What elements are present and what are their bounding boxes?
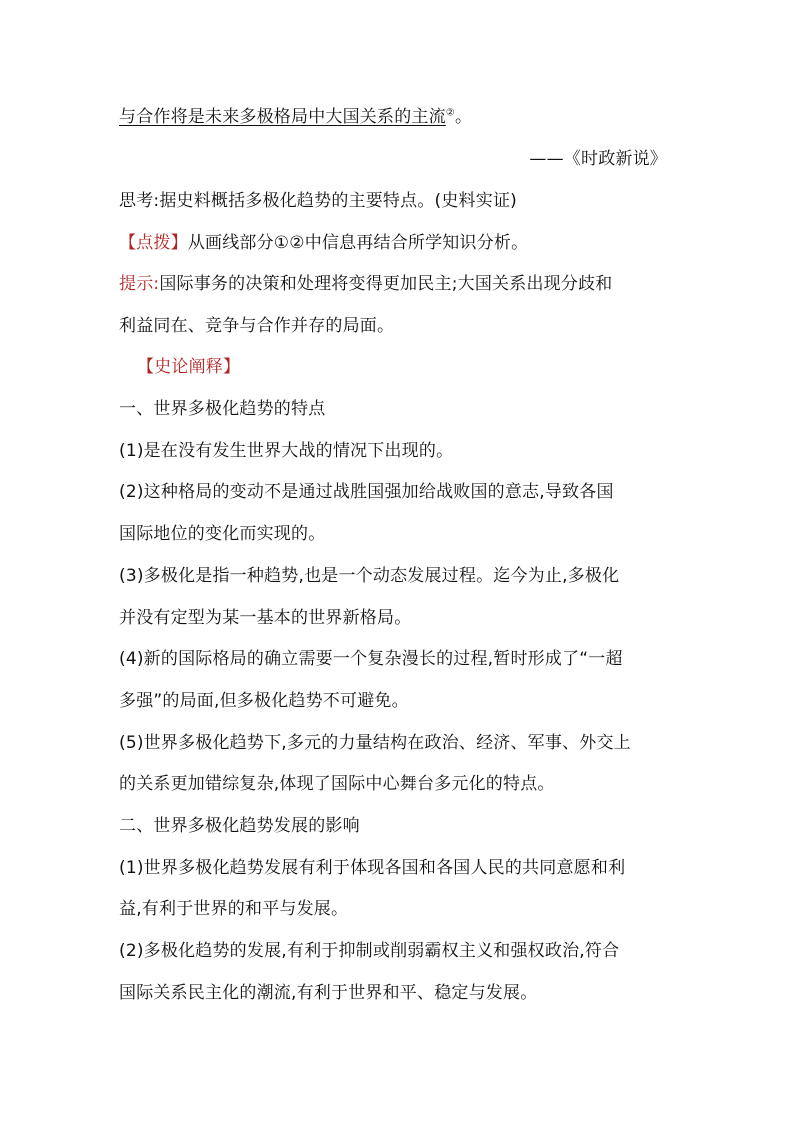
tip-text: 从画线部分①②中信息再结合所学知识分析。 bbox=[187, 233, 529, 253]
part1-line: (1)是在没有发生世界大战的情况下出现的。 bbox=[119, 441, 454, 461]
hint-line bbox=[119, 274, 679, 294]
part2-heading: 二、世界多极化趋势发展的影响 bbox=[119, 816, 360, 836]
part2-line: (2)多极化趋势的发展,有利于抑制或削弱霸权主义和强权政治,符合 bbox=[119, 941, 620, 961]
hint-text-continued: 利益同在、竞争与合作并存的局面。 bbox=[119, 316, 395, 336]
part2-line: (1)世界多极化趋势发展有利于体现各国和各国人民的共同意愿和利 bbox=[119, 858, 626, 878]
part1-line: (5)世界多极化趋势下,多元的力量结构在政治、经济、军事、外交上 bbox=[119, 733, 631, 753]
think-question: 思考:据史料概括多极化趋势的主要特点。(史料实证) bbox=[119, 191, 517, 211]
hint-text: 国际事务的决策和处理将变得更加民主;大国关系出现分歧和 bbox=[159, 274, 613, 294]
tip-label: 【点拨】 bbox=[119, 233, 188, 253]
tip-line bbox=[119, 233, 679, 253]
quote-source: ——《时政新说》 bbox=[529, 149, 667, 169]
part1-line: 国际地位的变化而实现的。 bbox=[119, 524, 326, 544]
part1-line: (3)多极化是指一种趋势,也是一个动态发展过程。迄今为止,多极化 bbox=[119, 566, 620, 586]
quote-end-punct: 。 bbox=[454, 107, 473, 127]
part1-line: 多强”的局面,但多极化趋势不可避免。 bbox=[119, 691, 409, 711]
part1-line: 并没有定型为某一基本的世界新格局。 bbox=[119, 608, 412, 628]
part2-line: 国际关系民主化的潮流,有利于世界和平、稳定与发展。 bbox=[119, 983, 538, 1003]
footnote-marker: ② bbox=[445, 107, 455, 119]
part1-line: 的关系更加错综复杂,体现了国际中心舞台多元化的特点。 bbox=[119, 774, 555, 794]
hint-label: 提示: bbox=[119, 274, 160, 294]
section-label: 【史论阐释】 bbox=[137, 357, 241, 377]
part1-line: (2)这种格局的变动不是通过战胜国强加给战败国的意志,导致各国 bbox=[119, 482, 614, 502]
part1-heading: 一、世界多极化趋势的特点 bbox=[119, 399, 326, 419]
quote-underlined-text: 与合作将是未来多极格局中大国关系的主流 bbox=[119, 107, 446, 127]
part1-line: (4)新的国际格局的确立需要一个复杂漫长的过程,暂时形成了“一超 bbox=[119, 649, 623, 669]
quote-line bbox=[119, 107, 679, 127]
part2-line: 益,有利于世界的和平与发展。 bbox=[119, 899, 349, 919]
